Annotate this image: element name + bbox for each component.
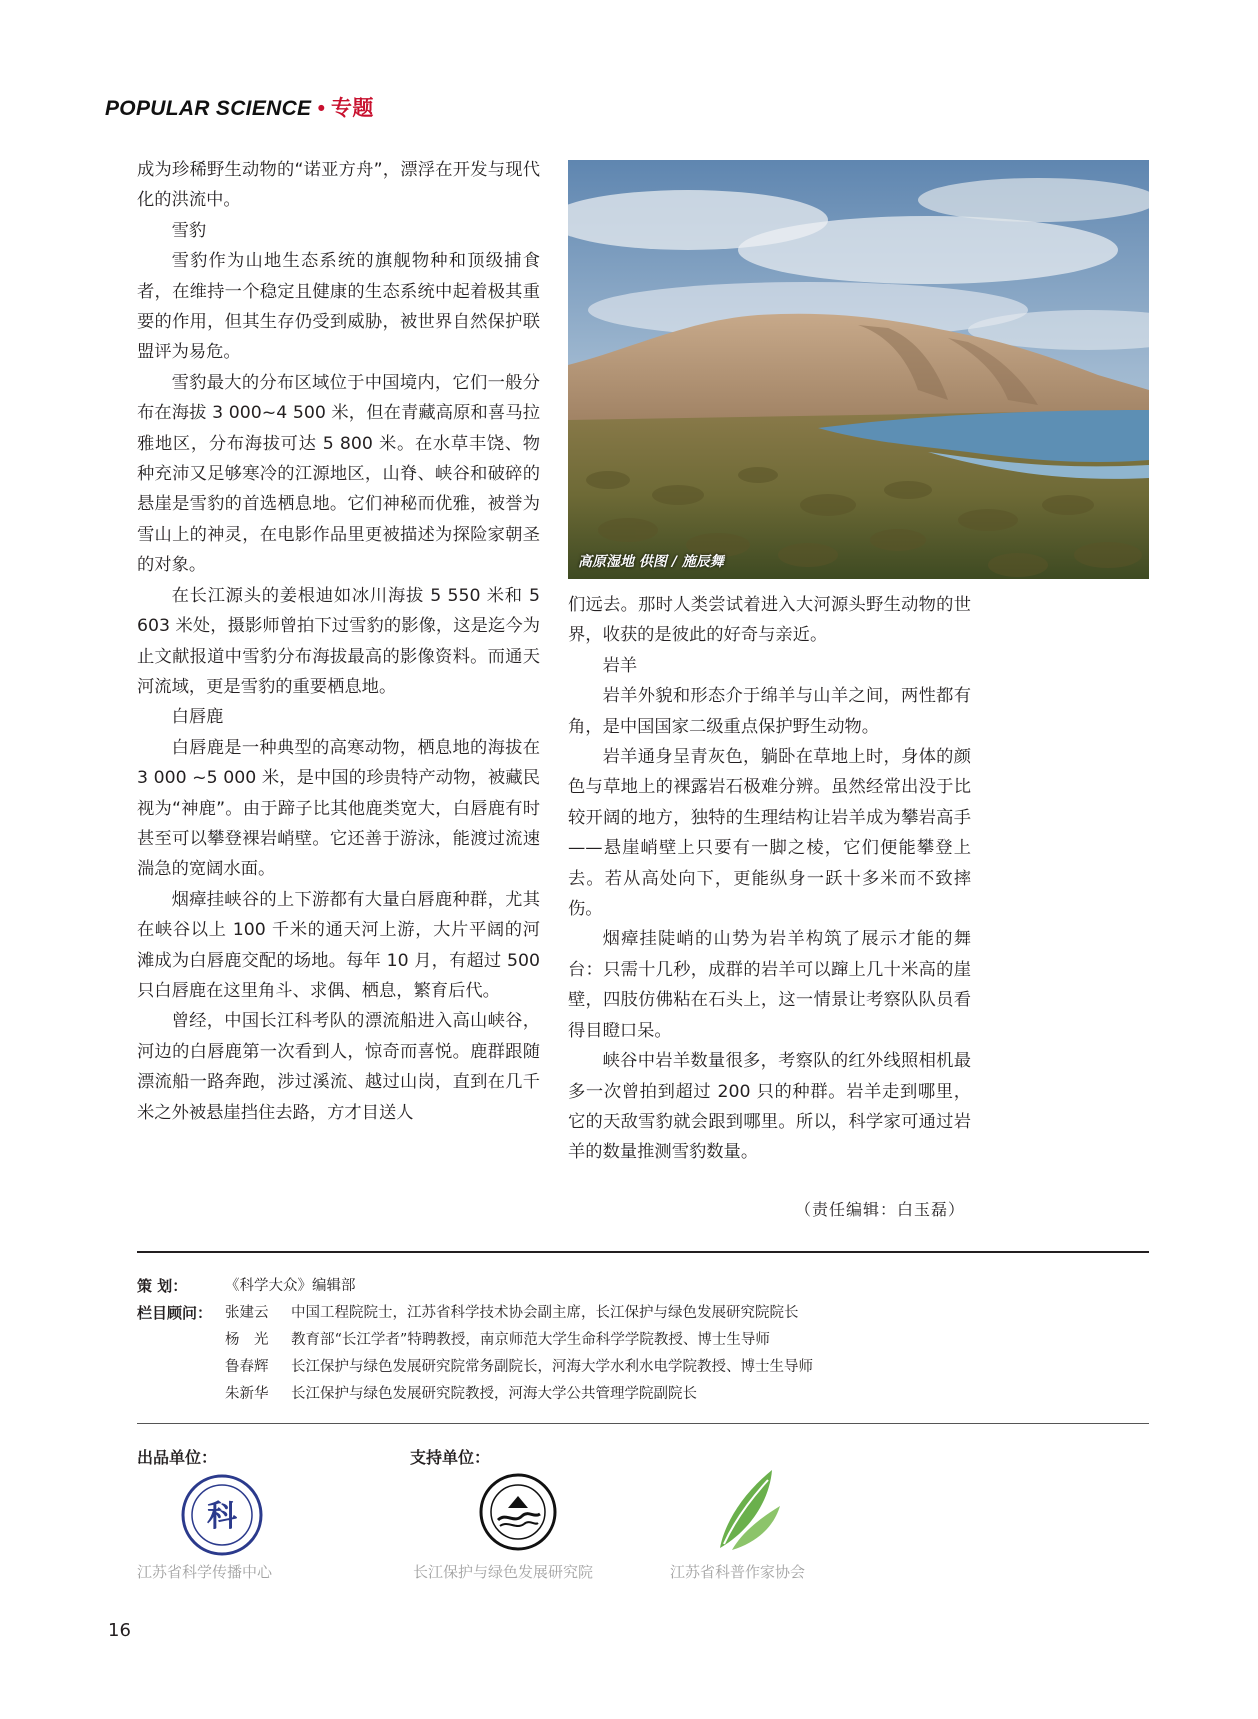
section-heading-white-lipped-deer: 白唇鹿 [171, 707, 224, 728]
advisor-name: 张建云 [225, 1305, 269, 1321]
logo-character: 科 [207, 1499, 237, 1534]
paragraph: 峡谷中岩羊数量很多，考察队的红外线照相机最多一次曾拍到超过 200 只的种群。岩羊走到哪里，它的天敌雪豹就会跟到哪里。所以，科学家可通过岩羊的数量推测雪豹数量。 [568, 1051, 971, 1163]
credits-row-advisor [137, 1300, 813, 1327]
credits-row-plan [137, 1273, 813, 1300]
advisor-name: 朱新华 [225, 1386, 269, 1402]
header-dot: • [317, 97, 326, 120]
paragraph: 们远去。那时人类尝试着进入大河源头野生动物的世界，收获的是彼此的好奇与亲近。 [568, 595, 971, 646]
yangtze-institute-logo [478, 1472, 558, 1556]
advisor-name: 杨 光 [225, 1332, 269, 1348]
advisor-desc: 长江保护与绿色发展研究院教授，河海大学公共管理学院副院长 [291, 1386, 697, 1402]
photo-caption: 高原湿地 供图 / 施辰舞 [578, 554, 724, 570]
header-section: 专题 [331, 96, 374, 120]
paragraph: 雪豹作为山地生态系统的旗舰物种和顶级捕食者，在维持一个稳定且健康的生态系统中起着极其重要的作用，但其生存仍受到威胁，被世界自然保护联盟评为易危。 [137, 251, 540, 363]
right-column [568, 590, 971, 1168]
credits-row-advisor [137, 1354, 813, 1381]
paragraph: 岩羊外貌和形态介于绵羊与山羊之间，两性都有角，是中国国家二级重点保护野生动物。 [568, 686, 971, 737]
paragraph: 烟瘴挂陡峭的山势为岩羊构筑了展示才能的舞台：只需十几秒，成群的岩羊可以蹿上几十米高的崖壁，四肢仿佛粘在石头上，这一情景让考察队队员看得目瞪口呆。 [568, 929, 971, 1041]
landscape-illustration [568, 160, 1149, 579]
section-heading-snow-leopard: 雪豹 [171, 220, 207, 241]
support-unit-name-1: 长江保护与绿色发展研究院 [413, 1563, 594, 1581]
left-column [137, 155, 540, 1128]
plateau-wetland-photo [568, 160, 1149, 579]
credits-top-rule [137, 1251, 1149, 1253]
paragraph: 岩羊通身呈青灰色，躺卧在草地上时，身体的颜色与草地上的裸露岩石极难分辨。虽然经常出没于比较开阔的地方，独特的生理结构让岩羊成为攀岩高手——悬崖峭壁上只要有一脚之棱，它们便能攀登上去。若从高处向下，更能纵身一跃十多米而不致摔伤。 [568, 747, 971, 920]
page-number: 16 [108, 1620, 131, 1641]
advisor-desc: 长江保护与绿色发展研究院常务副院长，河海大学水利水电学院教授、博士生导师 [291, 1359, 813, 1375]
paragraph: 在长江源头的姜根迪如冰川海拔 5 550 米和 5 603 米处，摄影师曾拍下过雪豹的影像，这是迄今为止文献报道中雪豹分布海拔最高的影像资料。而通天河流域，更是雪豹的重要栖息地。 [137, 585, 540, 697]
credits-bottom-rule [137, 1423, 1149, 1424]
credits-row-advisor [137, 1327, 813, 1354]
responsible-editor: （责任编辑：白玉磊） [795, 1200, 966, 1219]
paragraph: 烟瘴挂峡谷的上下游都有大量白唇鹿种群，尤其在峡谷以上 100 千米的通天河上游，大片平阔的河滩成为白唇鹿交配的场地。每年 10 月，有超过 500 只白唇鹿在这里角斗、求偶、栖息，繁育后代。 [137, 889, 540, 1001]
paragraph: 成为珍稀野生动物的“诺亚方舟”，漂浮在开发与现代化的洪流中。 [137, 160, 540, 211]
support-label: 支持单位： [410, 1448, 491, 1467]
advisor-desc: 教育部“长江学者”特聘教授，南京师范大学生命科学学院教授、博士生导师 [291, 1332, 770, 1348]
credits-value: 《科学大众》编辑部 [225, 1278, 356, 1294]
popular-science-writers-logo [710, 1466, 786, 1556]
credits-block [137, 1273, 813, 1408]
paragraph: 白唇鹿是一种典型的高寒动物，栖息地的海拔在 3 000 ~5 000 米，是中国的珍贵特产动物，被藏民视为“神鹿”。由于蹄子比其他鹿类宽大，白唇鹿有时甚至可以攀登裸岩峭壁。它还善于游泳，能渡过流速湍急的宽阔水面。 [137, 737, 540, 880]
header-magazine-name: POPULAR SCIENCE [105, 97, 312, 120]
science-communication-center-logo [180, 1473, 264, 1561]
advisor-name: 鲁春辉 [225, 1359, 269, 1375]
producer-unit-name: 江苏省科学传播中心 [137, 1563, 273, 1581]
advisor-desc: 中国工程院院士，江苏省科学技术协会副主席，长江保护与绿色发展研究院院长 [291, 1305, 799, 1321]
support-unit-name-2: 江苏省科普作家协会 [670, 1563, 806, 1581]
paragraph: 曾经，中国长江科考队的漂流船进入高山峡谷，河边的白唇鹿第一次看到人，惊奇而喜悦。鹿群跟随漂流船一路奔跑，涉过溪流、越过山岗，直到在几千米之外被悬崖挡住去路，方才目送人 [137, 1011, 540, 1123]
paragraph: 雪豹最大的分布区域位于中国境内，它们一般分布在海拔 3 000~4 500 米，但在青藏高原和喜马拉雅地区，分布海拔可达 5 800 米。在水草丰饶、物种充沛又足够寒冷的江源地区，山脊、峡谷和破碎的悬崖是雪豹的首选栖息地。它们神秘而优雅，被誉为雪山上的神灵，在电影作品里更被描述为探险家朝圣的对象。 [137, 372, 540, 576]
credits-row-advisor [137, 1381, 813, 1408]
credits-label: 策 划： [137, 1277, 188, 1295]
credits-label: 栏目顾问： [137, 1304, 213, 1322]
producer-label: 出品单位： [137, 1448, 218, 1467]
section-heading-blue-sheep: 岩羊 [602, 655, 638, 676]
running-header [105, 92, 374, 122]
